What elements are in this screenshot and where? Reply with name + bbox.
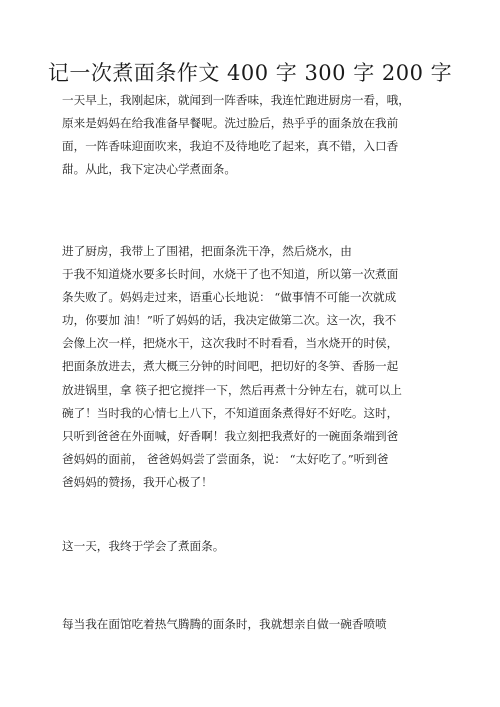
paragraph-line: 这一天，我终于学会了煮面条。 [62,539,225,553]
paragraph-line: 每当我在面馆吃着热气腾腾的面条时，我就想亲自做一碗香喷喷 [62,617,387,631]
paragraph-line: 面，一阵香味迎面吹来，我迫不及待地吃了起来，真不错，入口香 [62,139,399,154]
paragraph-line: 只听到爸爸在外面喊，好香啊！我立刻把我煮好的一碗面条端到爸 [62,428,399,443]
paragraph-line: 原来是妈妈在给我准备早餐呢。洗过脸后，热乎乎的面条放在我前 [62,116,399,131]
paragraph-line: 爸妈妈的面前， 爸爸妈妈尝了尝面条，说： “太好吃了。”听到爸 [62,451,389,466]
paragraph-2 [62,240,436,494]
paragraph-line: 进了厨房，我带上了围裙，把面条洗干净，然后烧水，由 [62,244,352,258]
paragraph-line: 甜。从此，我下定决心学煮面条。 [62,162,236,177]
paragraph-line: 放进锅里，拿 筷子把它搅拌一下，然后再煮十分钟左右，就可以上 [62,382,402,397]
paragraph-1 [62,89,436,181]
paragraph-line: 一天早上，我刚起床，就闻到一阵香味，我连忙跑进厨房一看，哦， [62,93,410,107]
paragraph-line: 于我不知道烧水要多长时间，水烧干了也不知道，所以第一次煮面 [62,267,399,282]
document-title: 记一次煮面条作文 400 字 300 字 200 字 [47,61,453,85]
paragraph-4 [62,613,436,636]
paragraph-line: 条失败了。妈妈走过来，语重心长地说： “做事情不可能一次就成 [62,290,397,305]
paragraph-line: 功，你要加 油！”听了妈妈的话，我决定做第二次。这一次，我不 [62,313,397,328]
paragraph-line: 碗了！当时我的心情七上八下，不知道面条煮得好不好吃。这时， [62,405,399,420]
paragraph-line: 会像上次一样，把烧水干，这次我时不时看看，当水烧开的时侯， [62,336,399,351]
paragraph-line: 爸妈妈的赞扬，我开心极了！ [62,474,213,489]
paragraph-line: 把面条放进去，煮大概三分钟的时间吧，把切好的冬笋、香肠一起 [62,359,399,374]
paragraph-3 [62,535,436,558]
